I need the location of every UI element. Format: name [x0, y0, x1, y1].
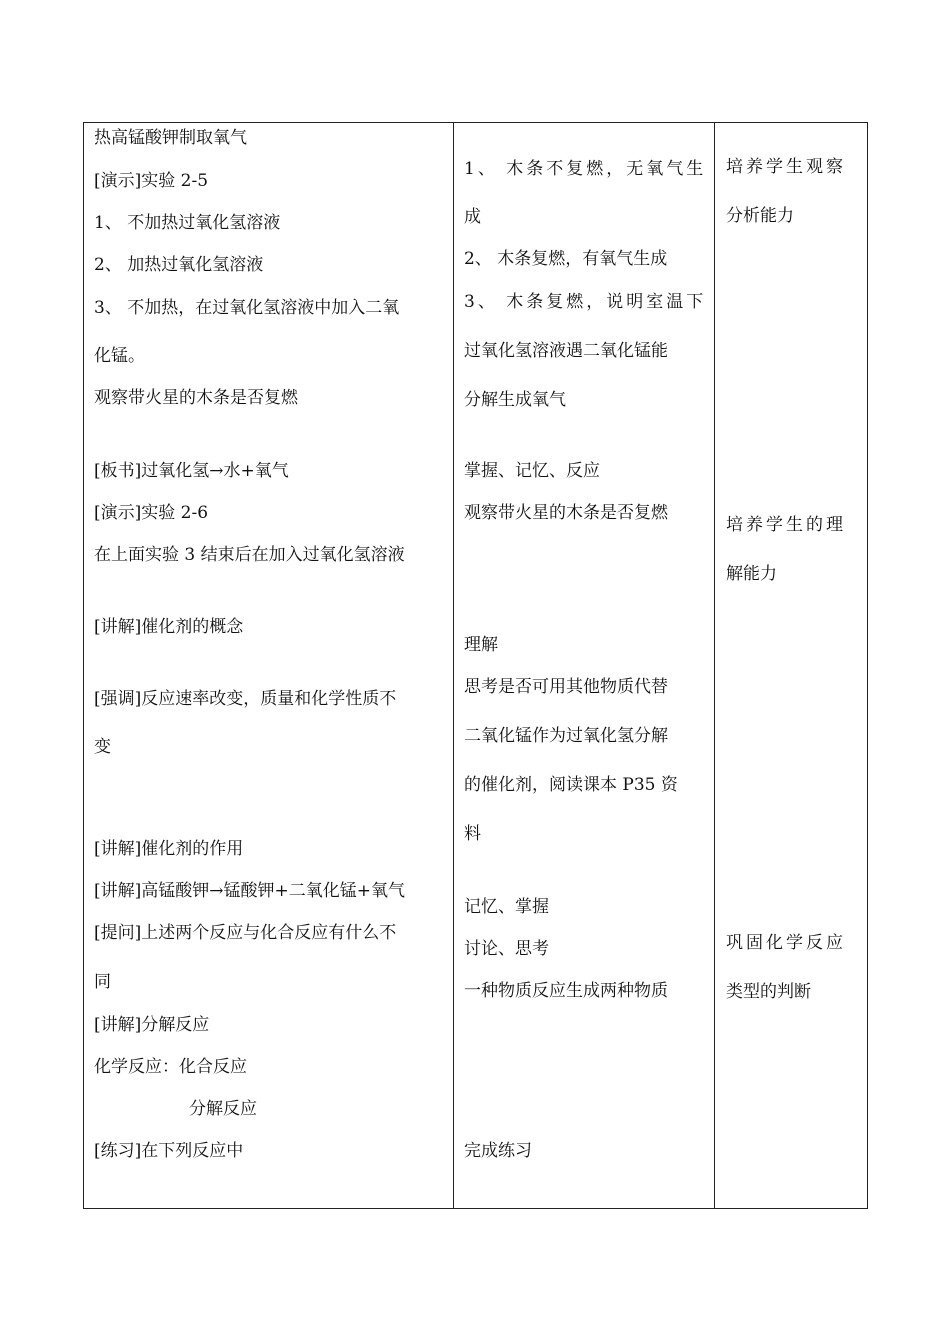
text-line: 掌握、记忆、反应: [464, 461, 600, 481]
text-line: 培养学生的理: [726, 515, 846, 535]
column-divider: [714, 123, 715, 1208]
text-line: 思考是否可用其他物质代替: [464, 677, 668, 697]
text-line: [讲解]催化剂的作用: [94, 839, 244, 859]
text-line: [讲解]分解反应: [94, 1015, 210, 1035]
text-line: 热高锰酸钾制取氧气: [94, 128, 247, 148]
text-line: [强调]反应速率改变，质量和化学性质不: [94, 689, 397, 709]
text-line: 讨论、思考: [464, 939, 549, 959]
text-line: 2、 木条复燃，有氧气生成: [464, 249, 668, 269]
text-line: 3、 不加热，在过氧化氢溶液中加入二氧: [94, 298, 400, 318]
text-line: 培养学生观察: [726, 157, 846, 177]
text-line: 理解: [464, 635, 498, 655]
text-line: [讲解]高锰酸钾→锰酸钾+二氧化锰+氧气: [94, 881, 405, 901]
lesson-table: [83, 122, 868, 1209]
text-line: 1、 不加热过氧化氢溶液: [94, 213, 281, 233]
text-line: [讲解]催化剂的概念: [94, 617, 244, 637]
text-line: 在上面实验 3 结束后在加入过氧化氢溶液: [94, 545, 405, 565]
text-line: 3、 木条复燃，说明室温下: [464, 292, 707, 312]
text-line: 解能力: [726, 564, 777, 584]
text-line: 二氧化锰作为过氧化氢分解: [464, 726, 668, 746]
text-line: 同: [94, 972, 111, 992]
text-line: 分解生成氧气: [464, 390, 566, 410]
text-line: 的催化剂，阅读课本 P35 资: [464, 775, 678, 795]
text-line: 料: [464, 824, 481, 844]
text-line: 分析能力: [726, 206, 794, 226]
text-line: 观察带火星的木条是否复燃: [94, 388, 298, 408]
text-line: 化学反应：化合反应: [94, 1057, 247, 1077]
text-line: 2、 加热过氧化氢溶液: [94, 255, 264, 275]
text-line: 观察带火星的木条是否复燃: [464, 503, 668, 523]
text-line: 一种物质反应生成两种物质: [464, 981, 668, 1001]
text-line: 变: [94, 737, 111, 757]
text-line: 1、 木条不复燃，无氧气生: [464, 159, 707, 179]
text-line: 成: [464, 207, 481, 227]
text-line: 化锰。: [94, 346, 145, 366]
text-line: 巩固化学反应: [726, 933, 846, 953]
text-line: [练习]在下列反应中: [94, 1141, 244, 1161]
text-line: 类型的判断: [726, 982, 811, 1002]
text-line: [板书]过氧化氢→水+氧气: [94, 461, 289, 481]
text-line: 完成练习: [464, 1141, 532, 1161]
column-divider: [453, 123, 454, 1208]
text-line: [演示]实验 2-5: [94, 171, 209, 191]
text-line: 记忆、掌握: [464, 897, 549, 917]
text-line: [提问]上述两个反应与化合反应有什么不: [94, 923, 397, 943]
text-line: [演示]实验 2-6: [94, 503, 209, 523]
text-line: 分解反应: [189, 1099, 257, 1119]
text-line: 过氧化氢溶液遇二氧化锰能: [464, 341, 668, 361]
